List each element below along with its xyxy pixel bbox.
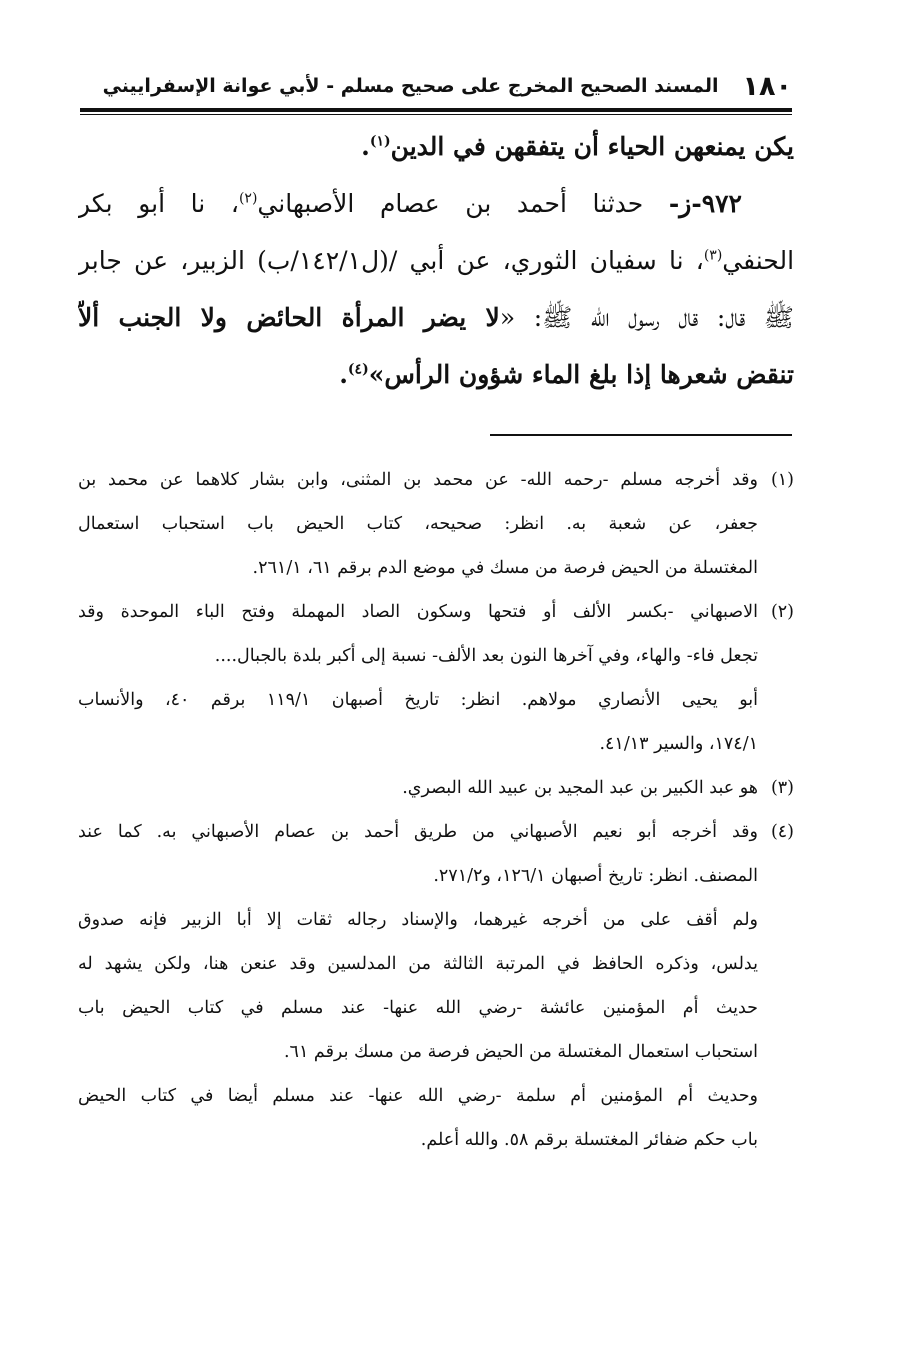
footnote-text: وقد أخرجه مسلم -رحمه الله- عن محمد بن المثنى، وابن بشار كلاهما عن محمد بن [78, 470, 758, 490]
main-line-5-end: . [339, 360, 348, 389]
footnote-1 [78, 458, 794, 590]
footnote-3 [78, 766, 794, 810]
main-text [78, 118, 794, 403]
footnote-line: المصنف. انظر: تاريخ أصبهان ١٢٦/١، و٢٧١/٢. [433, 866, 758, 886]
main-line-2-end: ، نا أبو بكر [78, 189, 239, 218]
running-title: المسند الصحيح المخرج على صحيح مسلم - لأبي عوانة الإسفراييني [102, 75, 719, 97]
footnote-number: (٢) [770, 602, 794, 622]
running-header [80, 66, 792, 106]
footnote-line [78, 590, 794, 634]
footnote-text: هو عبد الكبير بن عبد المجيد بن عبيد الله البصري. [402, 778, 758, 798]
footnote-ref-1: (١) [369, 133, 391, 150]
main-line-3-a: الحنفي [722, 246, 794, 275]
hadith-number: ٩٧٢-ز- [668, 189, 742, 218]
main-line-1 [78, 118, 794, 175]
main-line-2-text: حدثنا أحمد بن عصام الأصبهاني [257, 189, 669, 218]
footnotes [78, 458, 794, 1162]
page-number: ١٨٠ [742, 70, 792, 102]
footnote-line: حديث أم المؤمنين عائشة -رضي الله عنها- عند مسلم في كتاب الحيض باب [78, 998, 758, 1018]
footnote-line: جعفر، عن شعبة به. انظر: صحيحه، كتاب الحيض باب استحباب استعمال [78, 514, 758, 534]
footnote-line: ١٧٤/١، والسير ٤١/١٣. [599, 734, 758, 754]
footnote-number: (١) [770, 470, 794, 490]
footnote-line: أبو يحيى الأنصاري مولاهم. انظر: تاريخ أصبهان ١١٩/١ برقم ٤٠، والأنساب [78, 690, 758, 710]
footnote-text: الاصبهاني -بكسر الألف أو فتحها وسكون الصاد المهملة وفتح الباء الموحدة وقد [78, 602, 758, 622]
footnote-text: وقد أخرجه أبو نعيم الأصبهاني من طريق أحمد بن عصام الأصبهاني به. كما عند [78, 822, 758, 842]
footnote-line: ولم أقف على من أخرجه غيرهما، والإسناد رجاله ثقات إلا أبا الزبير فإنه صدوق [78, 910, 758, 930]
footnote-separator [490, 434, 792, 436]
footnote-ref-3: (٣) [703, 247, 723, 264]
footnote-line: تجعل فاء- والهاء، وفي آخرها النون بعد الألف- نسبة إلى أكبر بلدة بالجبال.... [214, 646, 758, 666]
footnote-line [78, 766, 794, 810]
footnote-line: باب حكم ضفائر المغتسلة برقم ٥٨. والله أعلم. [420, 1130, 758, 1150]
footnote-2 [78, 590, 794, 766]
footnote-4 [78, 810, 794, 1162]
main-line-3 [78, 232, 794, 289]
main-line-1-end: . [361, 132, 370, 161]
main-line-1-text: يكن يمنعهن الحياء أن يتفقهن في الدين [390, 132, 794, 161]
footnote-line: يدلس، وذكره الحافظ في المرتبة الثالثة من المدلسين وقد عنعن هنا، ولكن يشهد له [78, 954, 758, 974]
main-line-4-a: ﷺ قال: قال رسول الله ﷺ: « [499, 303, 794, 332]
main-line-3-b: ، نا سفيان الثوري، عن أبي /(ل١٤٢/١/ب) الزبير، عن جابر [78, 246, 704, 275]
main-line-5 [78, 346, 794, 403]
main-line-2 [78, 175, 794, 232]
footnote-number: (٤) [770, 822, 794, 842]
footnote-ref-2: (٢) [238, 190, 258, 207]
footnote-line: استحباب استعمال المغتسلة من الحيض فرصة من مسك برقم ٦١. [283, 1042, 758, 1062]
footnote-line [78, 458, 794, 502]
footnote-line [78, 810, 794, 854]
main-line-4 [78, 289, 794, 346]
main-line-5-text: تنقض شعرها إذا بلغ الماء شؤون الرأس» [368, 360, 794, 389]
footnote-line: وحديث أم المؤمنين أم سلمة -رضي الله عنها- عند مسلم أيضا في كتاب الحيض [78, 1086, 758, 1106]
footnote-number: (٣) [770, 778, 794, 798]
header-rule-thin [80, 114, 792, 115]
header-rule-thick [80, 108, 792, 112]
main-line-4-b: لا يضر المرأة الحائض ولا الجنب ألاّ [78, 303, 500, 332]
footnote-ref-4: (٤) [347, 361, 369, 378]
footnote-line: المغتسلة من الحيض فرصة من مسك في موضع الدم برقم ٦١، ٢٦١/١. [252, 558, 758, 578]
